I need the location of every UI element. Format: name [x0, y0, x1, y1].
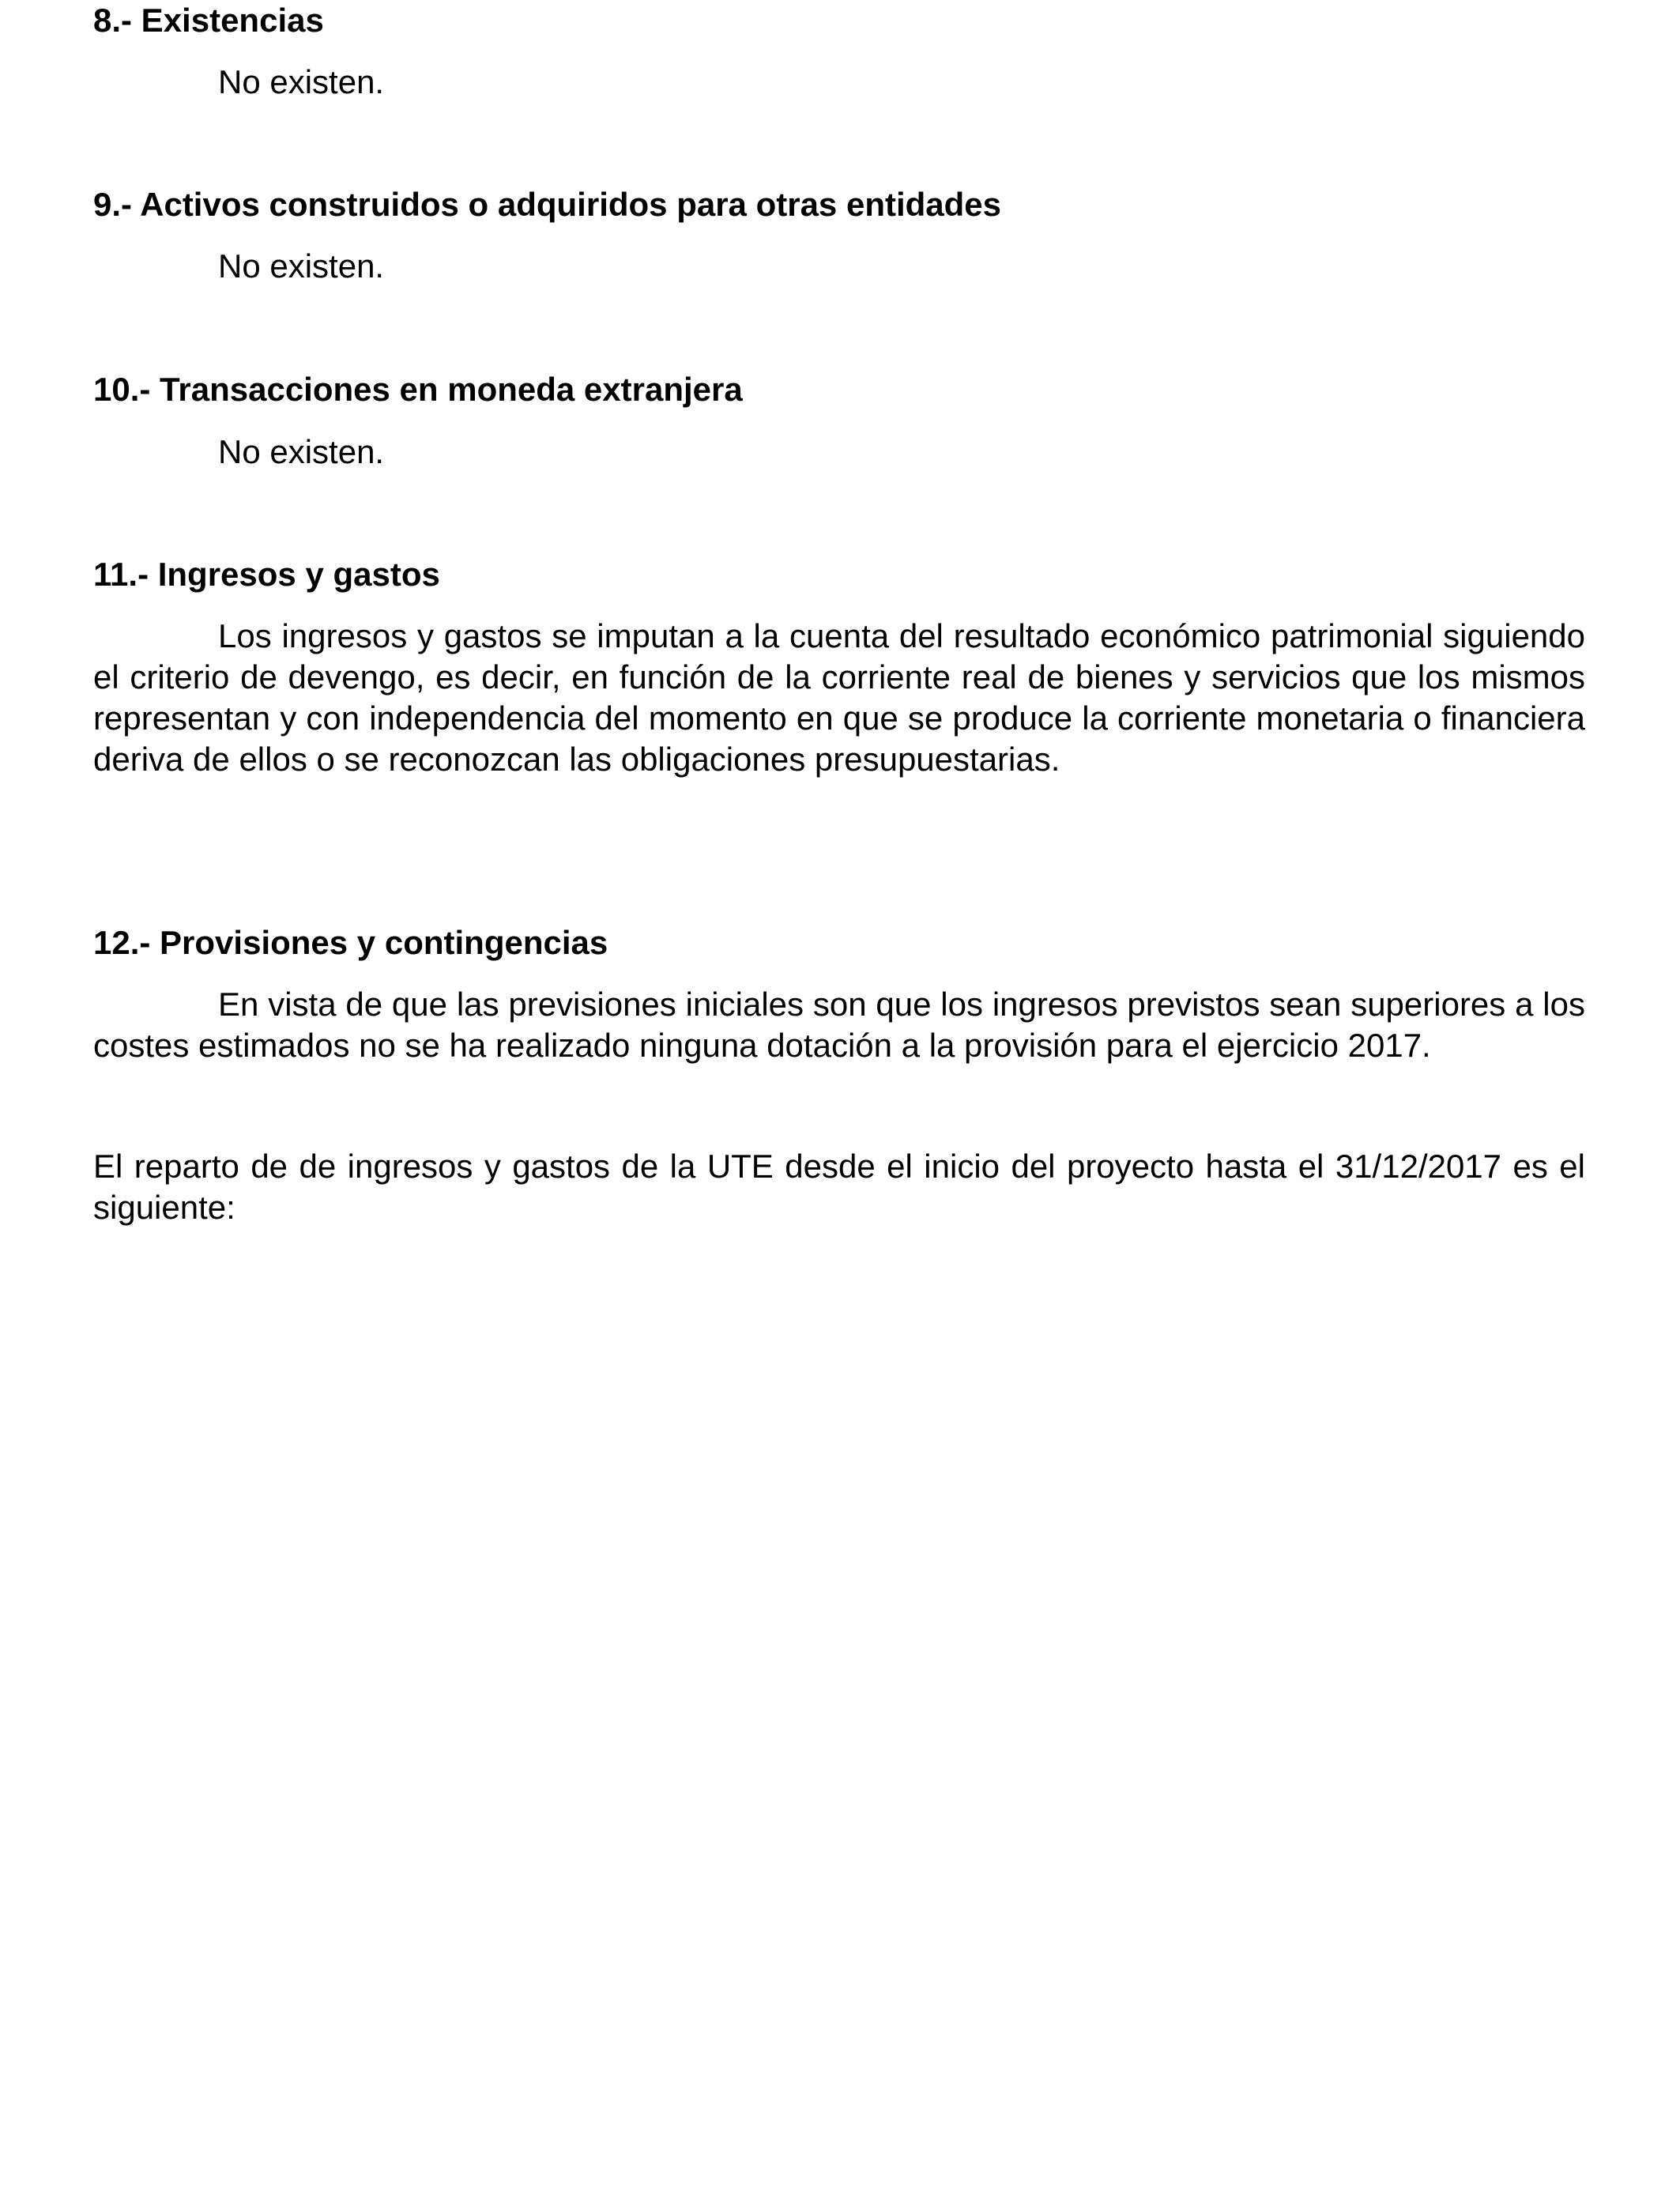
section-note-reparto: El reparto de de ingresos y gastos de la UTE desde el inicio del proyecto hasta el 31/12/2017 es el siguiente: [93, 1148, 1585, 1226]
section-body-transacciones: No existen. [218, 433, 385, 470]
paragraph-text: Los ingresos y gastos se imputan a la cuenta del resultado económico patrimonial siguiendo el criterio de devengo, es decir, en función de la corriente real de bienes y servicios que los mismos representan y con independencia del momento en que se produce la corriente monetaria o financiera deriva de ellos o se reconozcan las obligaciones presupuestarias. [93, 617, 1585, 778]
section-heading-transacciones: 10.- Transacciones en moneda extranjera [93, 371, 743, 408]
section-body-ingresos-gastos [93, 616, 1585, 780]
section-heading-activos: 9.- Activos construidos o adquiridos para otras entidades [93, 186, 1002, 223]
section-heading-existencias: 8.- Existencias [93, 2, 324, 39]
section-heading-ingresos-gastos: 11.- Ingresos y gastos [93, 556, 440, 593]
section-heading-provisiones: 12.- Provisiones y contingencias [93, 924, 608, 961]
section-body-existencias: No existen. [218, 63, 385, 100]
section-body-activos: No existen. [218, 247, 385, 285]
paragraph-text: En vista de que las previsiones iniciales son que los ingresos previstos sean superiores a los costes estimados no se ha realizado ninguna dotación a la provisión para el ejercicio 2017. [93, 986, 1585, 1064]
section-body-provisiones [93, 984, 1585, 1066]
